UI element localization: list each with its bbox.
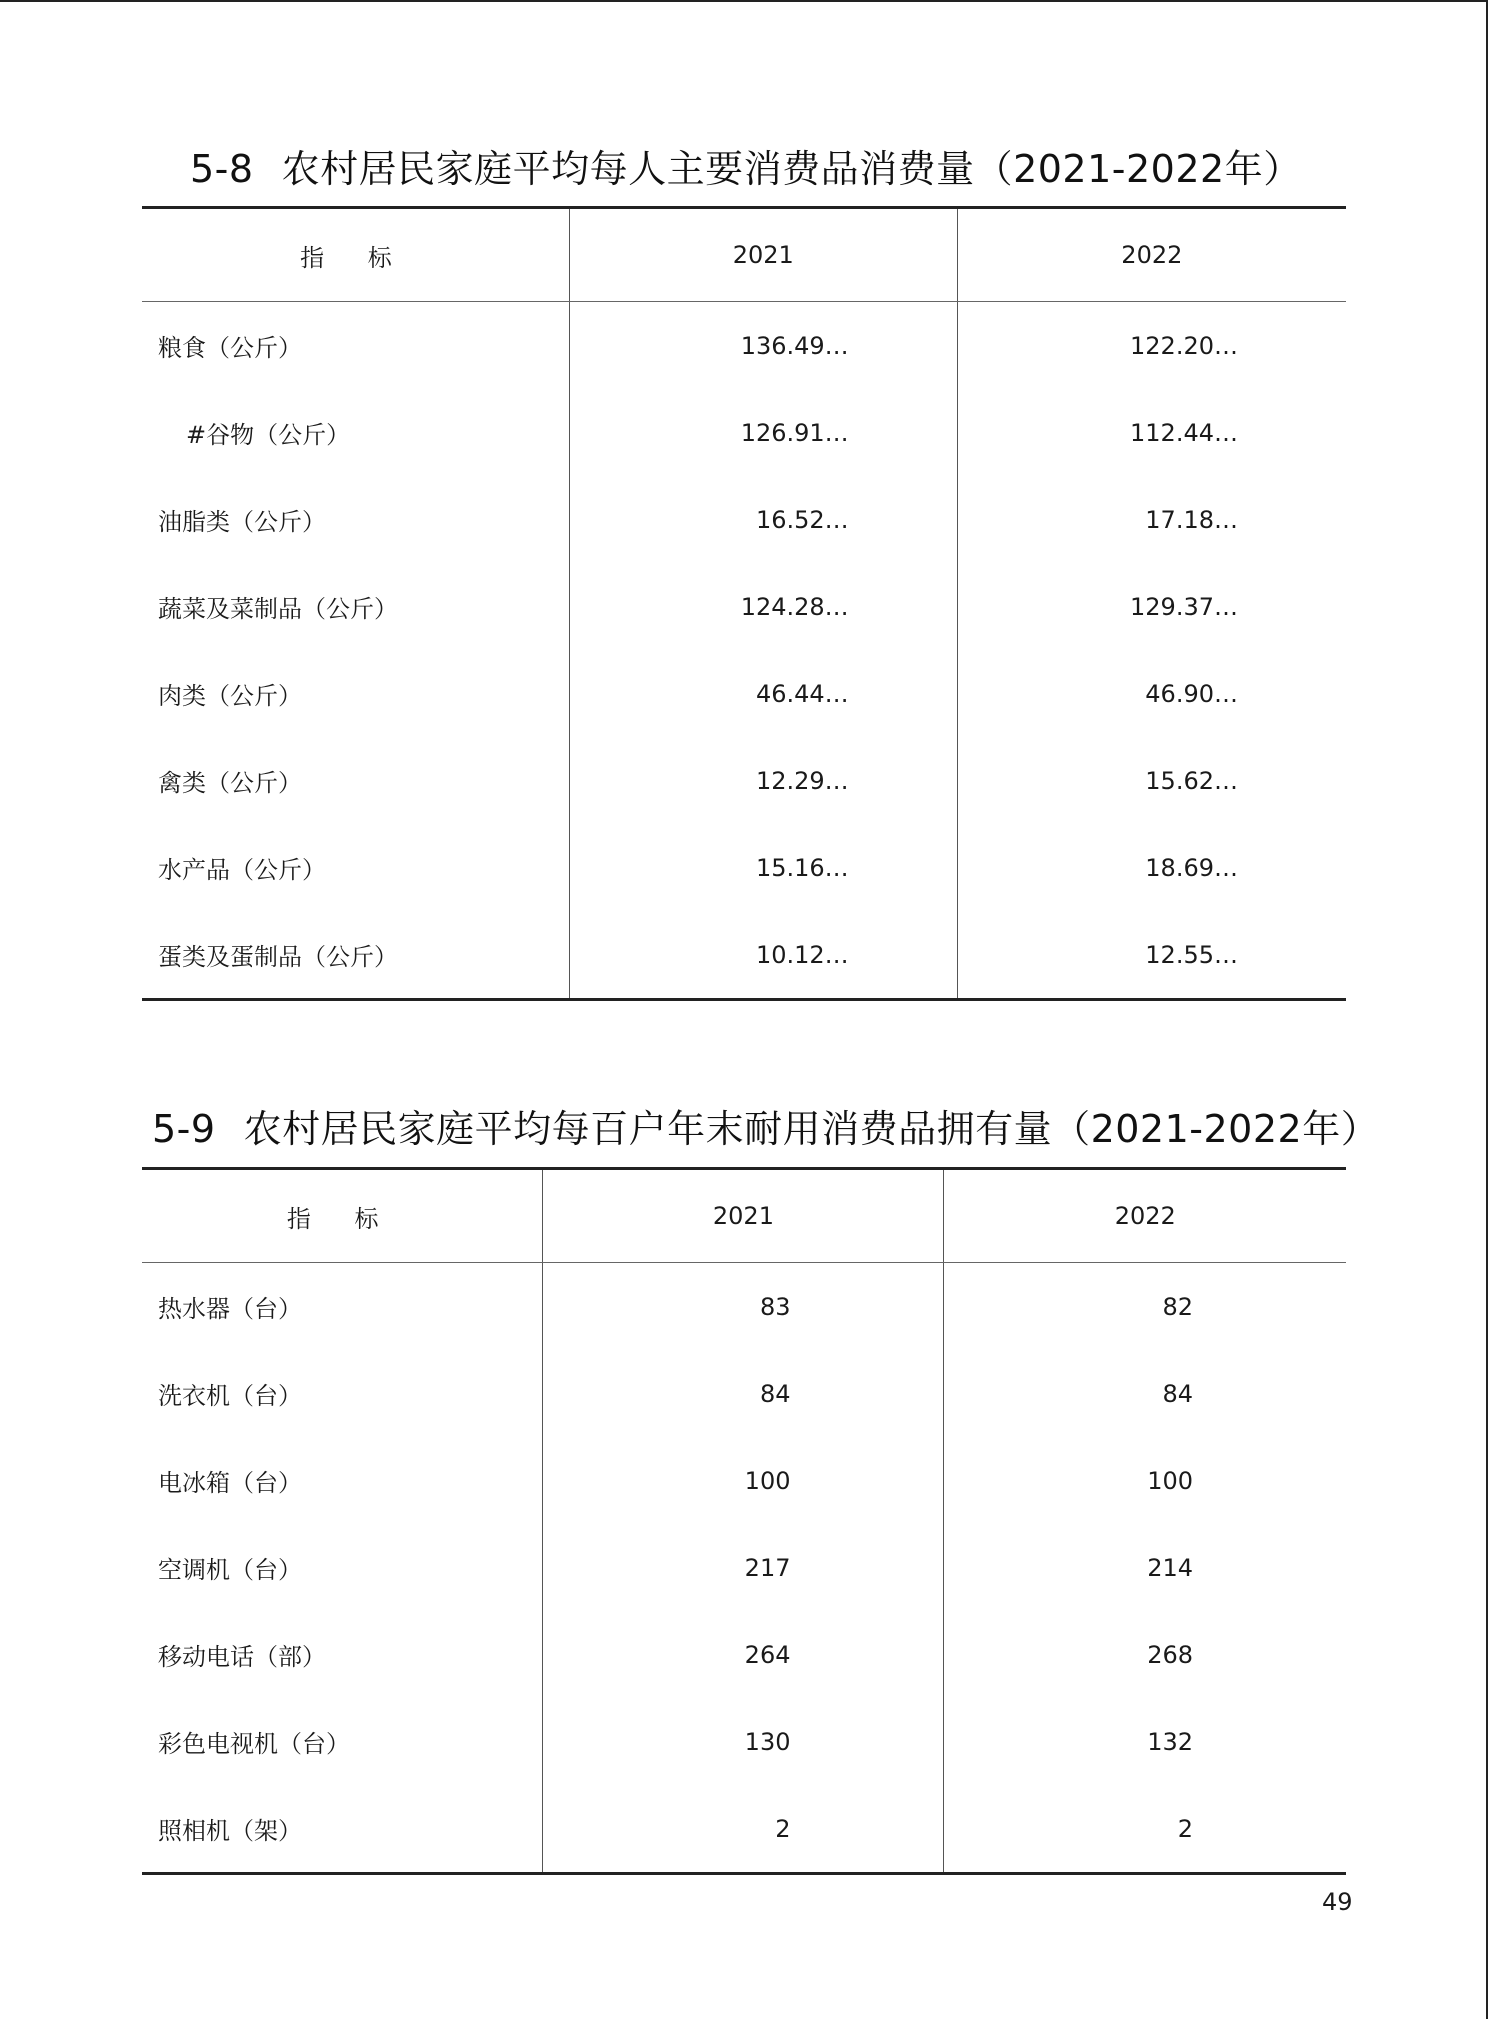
value-2022: 82 <box>944 1263 1346 1351</box>
table-row <box>142 824 1346 911</box>
value-2022: 15.62… <box>957 737 1346 824</box>
value-2021: 130 <box>543 1698 944 1785</box>
value-2022: 46.90… <box>957 650 1346 737</box>
table1-header-row <box>142 208 1346 302</box>
value-2021: 100 <box>543 1437 944 1524</box>
value-2022: 18.69… <box>957 824 1346 911</box>
table-row <box>142 911 1346 1000</box>
row-label: 肉类（公斤） <box>158 682 302 710</box>
table-row <box>142 476 1346 563</box>
row-label: 洗衣机（台） <box>158 1382 302 1410</box>
value-2021: 83 <box>543 1263 944 1351</box>
page-number: 49 <box>1322 1888 1353 1916</box>
table2-title-text: 农村居民家庭平均每百户年末耐用消费品拥有量（2021-2022年） <box>243 1107 1380 1151</box>
table-row <box>142 650 1346 737</box>
header-2022: 2022 <box>944 1169 1346 1263</box>
row-label: 空调机（台） <box>158 1556 302 1584</box>
value-2021: 264 <box>543 1611 944 1698</box>
value-2021: 84 <box>543 1350 944 1437</box>
value-2021: 124.28… <box>569 563 957 650</box>
header-indicator: 指 标 <box>142 1169 543 1263</box>
value-2022: 100 <box>944 1437 1346 1524</box>
value-2021: 12.29… <box>569 737 957 824</box>
row-label: 移动电话（部） <box>158 1643 326 1671</box>
value-2022: 17.18… <box>957 476 1346 563</box>
table-row <box>142 1263 1346 1351</box>
table2-header-row <box>142 1169 1346 1263</box>
table-row <box>142 1437 1346 1524</box>
value-2021: 2 <box>543 1785 944 1874</box>
value-2022: 84 <box>944 1350 1346 1437</box>
row-label: 电冰箱（台） <box>158 1469 302 1497</box>
value-2021: 126.91… <box>569 389 957 476</box>
page-border-top <box>0 0 1488 2</box>
value-2021: 16.52… <box>569 476 957 563</box>
row-label: 彩色电视机（台） <box>158 1730 350 1758</box>
table-row <box>142 1698 1346 1785</box>
table-row <box>142 1524 1346 1611</box>
table1 <box>142 206 1346 1001</box>
table1-title <box>190 138 1302 193</box>
header-2022: 2022 <box>957 208 1346 302</box>
value-2022: 2 <box>944 1785 1346 1874</box>
row-label: 水产品（公斤） <box>158 856 326 884</box>
value-2021: 217 <box>543 1524 944 1611</box>
row-label: 粮食（公斤） <box>158 334 302 362</box>
value-2022: 214 <box>944 1524 1346 1611</box>
value-2022: 129.37… <box>957 563 1346 650</box>
header-2021: 2021 <box>569 208 957 302</box>
value-2022: 122.20… <box>957 302 1346 390</box>
row-label: 照相机（架） <box>142 1785 543 1874</box>
row-label: 蛋类及蛋制品（公斤） <box>142 911 569 1000</box>
row-label: 油脂类（公斤） <box>158 508 326 536</box>
value-2022: 112.44… <box>957 389 1346 476</box>
value-2021: 10.12… <box>569 911 957 1000</box>
header-indicator: 指 标 <box>142 208 569 302</box>
table-row <box>142 1785 1346 1874</box>
table-row <box>142 1350 1346 1437</box>
row-label: #谷物（公斤） <box>186 421 351 449</box>
value-2022: 132 <box>944 1698 1346 1785</box>
value-2022: 268 <box>944 1611 1346 1698</box>
table-row <box>142 389 1346 476</box>
value-2021: 136.49… <box>569 302 957 390</box>
table1-number: 5-8 <box>190 147 254 191</box>
table2 <box>142 1167 1346 1875</box>
table-row <box>142 563 1346 650</box>
header-2021: 2021 <box>543 1169 944 1263</box>
table2-title <box>152 1098 1379 1153</box>
row-label: 蔬菜及菜制品（公斤） <box>158 595 398 623</box>
row-label: 热水器（台） <box>158 1295 302 1323</box>
table-row <box>142 737 1346 824</box>
table-row <box>142 302 1346 390</box>
value-2022: 12.55… <box>957 911 1346 1000</box>
row-label: 禽类（公斤） <box>158 769 302 797</box>
value-2021: 46.44… <box>569 650 957 737</box>
value-2021: 15.16… <box>569 824 957 911</box>
table2-number: 5-9 <box>152 1107 216 1151</box>
table1-title-text: 农村居民家庭平均每人主要消费品消费量（2021-2022年） <box>281 147 1302 191</box>
table-row <box>142 1611 1346 1698</box>
